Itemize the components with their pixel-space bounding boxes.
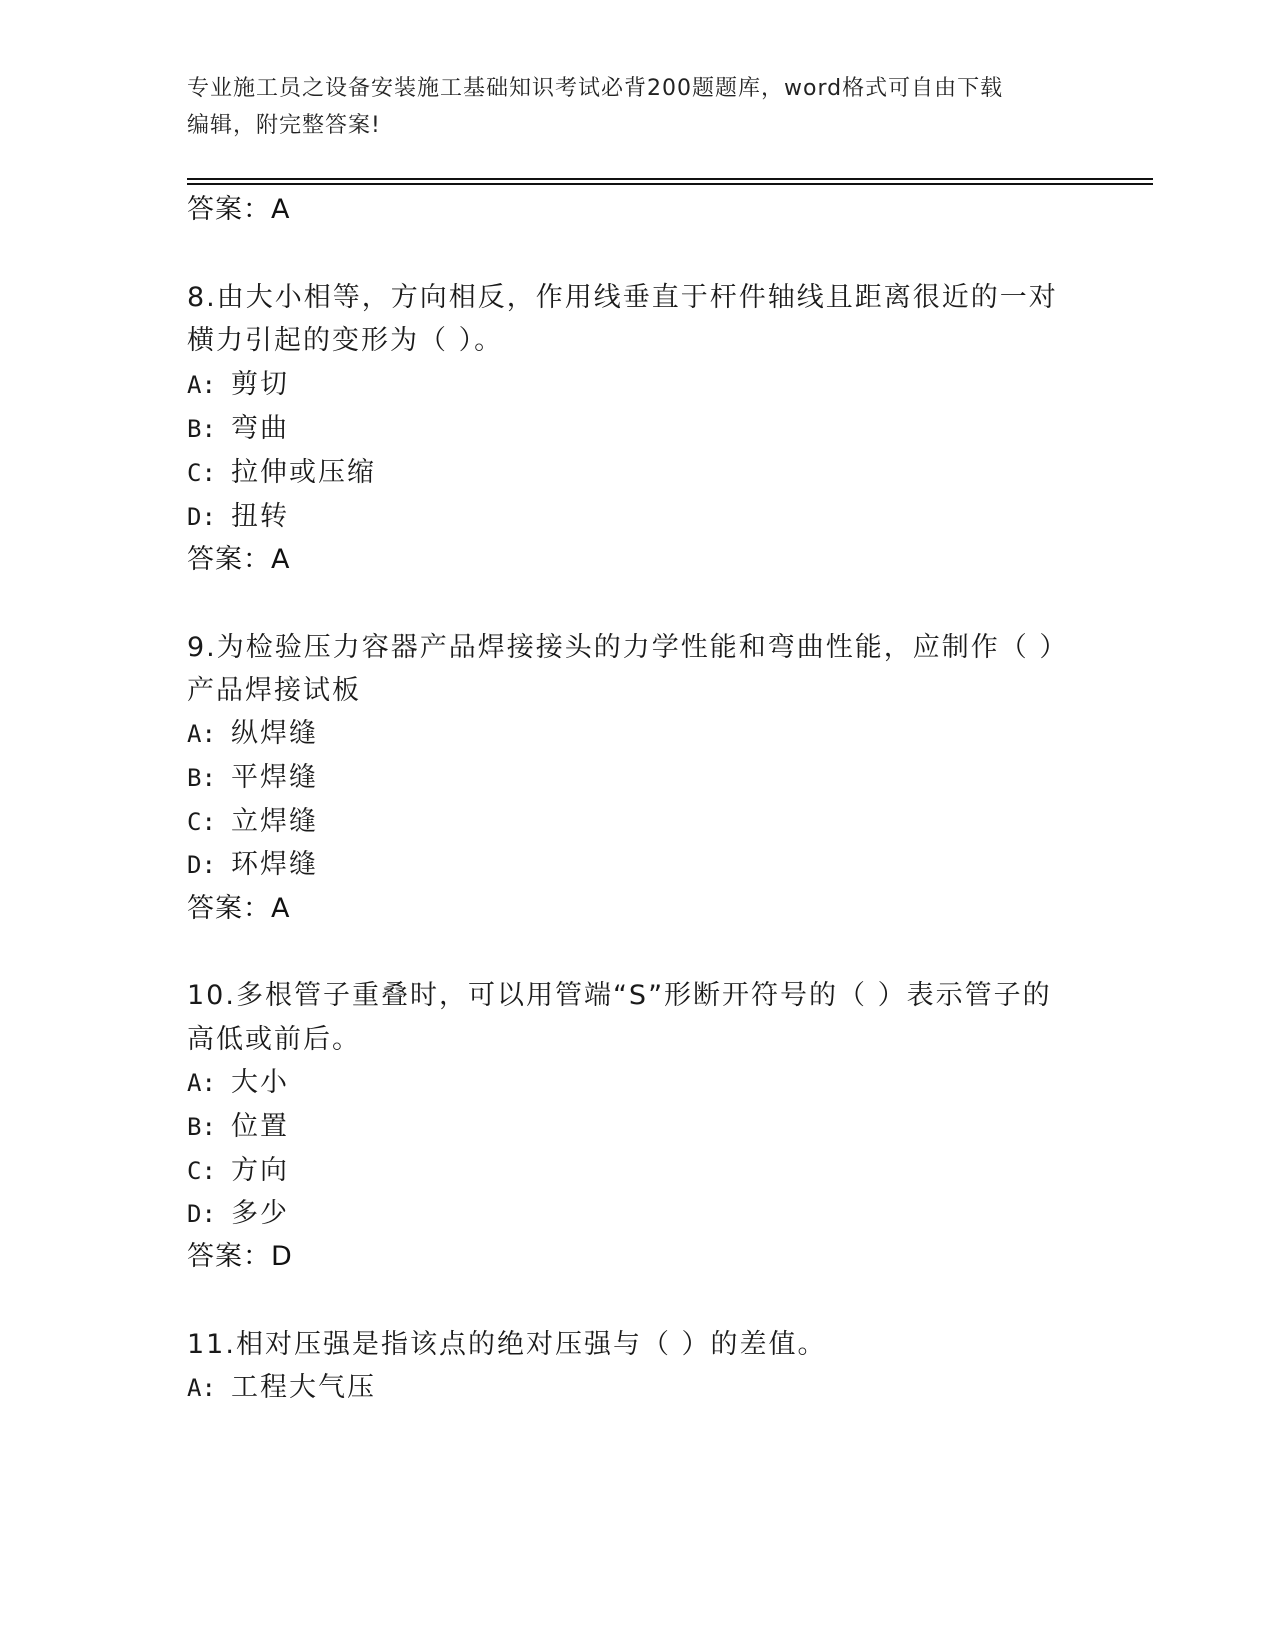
option-b	[187, 760, 318, 796]
question-stem-line-2: 横力引起的变形为（ ）。	[187, 325, 504, 356]
option-text: 扭转	[231, 501, 289, 532]
header-divider-bottom	[187, 183, 1153, 185]
answer: 答案：D	[187, 1241, 293, 1272]
option-d	[187, 847, 318, 883]
answer: 答案：A	[187, 544, 291, 575]
option-c	[187, 1153, 289, 1189]
option-letter: C:	[187, 1157, 216, 1185]
option-b	[187, 1109, 289, 1145]
option-d	[187, 1196, 289, 1232]
option-text: 多少	[231, 1198, 289, 1229]
header-divider-top	[187, 178, 1153, 180]
option-letter: B:	[187, 764, 216, 792]
question-stem-line-1: 11.相对压强是指该点的绝对压强与（ ）的差值。	[187, 1329, 827, 1360]
question-stem-line-2: 产品焊接试板	[187, 675, 361, 706]
option-letter: A:	[187, 720, 216, 748]
option-c	[187, 455, 376, 491]
question-stem-line-2: 高低或前后。	[187, 1024, 361, 1055]
option-text: 平焊缝	[231, 762, 318, 793]
question-stem-line-1: 10.多根管子重叠时，可以用管端“S”形断开符号的（ ）表示管子的	[187, 980, 1052, 1011]
option-letter: A:	[187, 1069, 216, 1097]
option-d	[187, 499, 289, 535]
option-text: 方向	[231, 1155, 289, 1186]
previous-answer: 答案：A	[187, 194, 291, 225]
option-text: 剪切	[231, 369, 289, 400]
option-a	[187, 1065, 289, 1101]
option-text: 工程大气压	[231, 1372, 376, 1403]
question-stem-line-1: 9.为检验压力容器产品焊接接头的力学性能和弯曲性能，应制作（ ）	[187, 632, 1069, 663]
option-letter: D:	[187, 503, 216, 531]
option-a	[187, 716, 318, 752]
option-letter: D:	[187, 1200, 216, 1228]
option-letter: C:	[187, 459, 216, 487]
option-text: 大小	[231, 1067, 289, 1098]
option-text: 拉伸或压缩	[231, 457, 376, 488]
answer: 答案：A	[187, 893, 291, 924]
option-text: 纵焊缝	[231, 718, 318, 749]
header-title-line-1: 专业施工员之设备安装施工基础知识考试必背200题题库，word格式可自由下载	[187, 76, 1004, 101]
option-b	[187, 411, 289, 447]
header-title-line-2: 编辑，附完整答案!	[187, 113, 381, 138]
option-a	[187, 1370, 376, 1406]
option-text: 立焊缝	[231, 806, 318, 837]
option-a	[187, 367, 289, 403]
option-text: 弯曲	[231, 413, 289, 444]
option-c	[187, 804, 318, 840]
option-letter: A:	[187, 1374, 216, 1402]
document-header	[187, 70, 1087, 144]
option-letter: B:	[187, 1113, 216, 1141]
option-letter: A:	[187, 371, 216, 399]
option-text: 位置	[231, 1111, 289, 1142]
question-stem-line-1: 8.由大小相等，方向相反，作用线垂直于杆件轴线且距离很近的一对	[187, 282, 1058, 313]
option-letter: D:	[187, 851, 216, 879]
option-letter: B:	[187, 415, 216, 443]
option-text: 环焊缝	[231, 849, 318, 880]
option-letter: C:	[187, 808, 216, 836]
